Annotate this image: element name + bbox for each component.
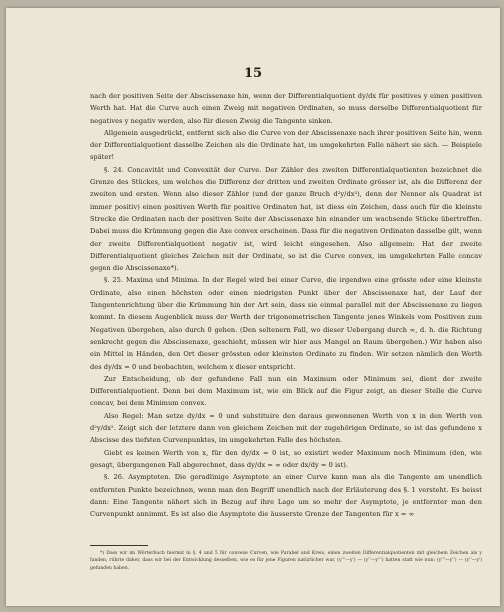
footnote-text: *) Dass wir im Wörterbuch hiermit in §. 4 und 5 für convexe Curven, wie Parabel und Kreis, einen zweiten Differentialquotienten mit gleichem Zeichen als y fanden, rührte daher, dass wir bei der Entwicklung desselben, wie es für jene Figuren natürlicher war, (y'''—y') — (y''—y''') hatten statt wie nun: (y'''—y'') — (y''—y') gefunden haben.	[90, 551, 482, 571]
paragraph-no-extremum: Giebt es keinen Werth von x, für den dy/dx = 0 ist, so existirt weder Maximum noch Minimum (den, wie gesagt, übergangenen Fall abgerechnet, dass dy/dx = ∞ oder dx/dy = 0 ist).	[90, 448, 482, 469]
footnote-block	[90, 550, 482, 572]
paragraph-2: Allgemein ausgedrückt, entfernt sich also die Curve von der Abscissenaxe nach ihrer positiven Seite hin, wenn der Differentialquotient dasselbe Zeichen als die Ordinate hat, im umgekehrten Falle nähert sie sich. — Beispiele später!	[90, 128, 482, 162]
main-text-block	[90, 90, 482, 520]
section-24-paragraph: §. 24. Concavität und Convexität der Curve. Der Zähler des zweiten Differentialquotienten bezeichnet die Grenze des Stückes, um welches die Differenz der dritten und zweiten Ordinate grösser ist, als die Differenz der zweiten und ersten. Wenn also dieser Zähler (und der ganze Bruch d²y/dx²), denn der Nenner als Quadrat ist immer positiv) einen positiven Werth für positive Ordinaten hat, ist diess ein Zeichen, dass auch für die kleinste Strecke die Ordinaten nach der positiven Seite der Abscissenaxe hin einander um wachsende Stücke übertreffen. Dabei muss die Krümmung gegen die Axe convex erscheinen. Dass für die negativen Ordinaten dasselbe gilt, wenn der zweite Differentialquotient negativ ist, wird leicht eingesehen. Also allgemein: Hat der zweite Differentialquotient gleiches Zeichen mit der Ordinate, so ist die Curve convex, im umgekehrten Falle concav gegen die Abscissenaxe*).	[90, 165, 482, 273]
section-25-paragraph: §. 25. Maxima und Minima. In der Regel wird bei einer Curve, die irgendwo eine grösste oder eine kleinste Ordinate, also einen höchsten oder einen niedrigsten Punkt über der Abscissenaxe hat, der Lauf der Tangentenrichtung über die Krümmung hin der Art sein, dass sie einmal parallel mit der Abscissenaxe zu liegen kommt. In diesem Augenblick muss der Werth der trigonometrischen Tangente jenes Winkels vom Positiven zum Negativen übergehen, also durch 0 gehen. (Den seltenern Fall, wo dieser Uebergang durch ∞, d. h. die Richtung senkrecht gegen die Abscissenaxe, geschieht, müssen wir hier aus Mangel an Raum übergehen.) Wir haben also ein Mittel in Händen, den Ort dieser grössten oder kleinsten Ordinate zu finden. Wir setzen nämlich den Werth des dy/dx = 0 und beobachten, welchem x dieser entspricht.	[90, 276, 482, 371]
section-26-paragraph: §. 26. Asymptoten. Die geradlinige Asymptote an einer Curve kann man als die Tangente am unendlich entfernten Punkte bezeichnen, wenn man den Begriff unendlich nach der Erläuterung des §. 1 versteht. Es heisst dann: Eine Tangente nähert sich in Bezug auf ihre Lage um so mehr der Asymptote, je entfernter man den Curvenpunkt annimmt. Es ist also die Asymptote die äusserste Grenze der Tangenten für x = ∞	[90, 473, 482, 519]
paragraph-rule: Also Regel: Man setze dy/dx = 0 und substituire den daraus gewonnenen Werth von x in den Werth von d²y/dx². Zeigt sich der letztere dann von gleichem Zeichen mit der zugehörigen Ordinate, so ist das gefundene x Abscisse des tiefsten Curvenpunktes, im umgekehrten Falle des höchsten.	[90, 411, 482, 445]
paragraph-decision: Zur Entscheidung, ob der gefundene Fall nun ein Maximum oder Minimum sei, dient der zweite Differentialquotient. Denn bei dem Maximum ist, wie ein Blick auf die Figur zeigt, an dieser Stelle die Curve concav, bei dem Minimum convex.	[90, 374, 482, 408]
page-number: 15	[243, 66, 263, 81]
paragraph-1: nach der positiven Seite der Abscissenaxe hin, wenn der Differentialquotient dy/dx für positives y einen positiven Werth hat. Hat die Curve auch einen Zweig mit negativen Ordinaten, so muss derselbe Differentialquotient für negatives y negativ werden, also für diesen Zweig die Tangente sinken.	[90, 92, 482, 125]
footnote-divider	[90, 545, 148, 546]
book-page	[6, 8, 500, 606]
